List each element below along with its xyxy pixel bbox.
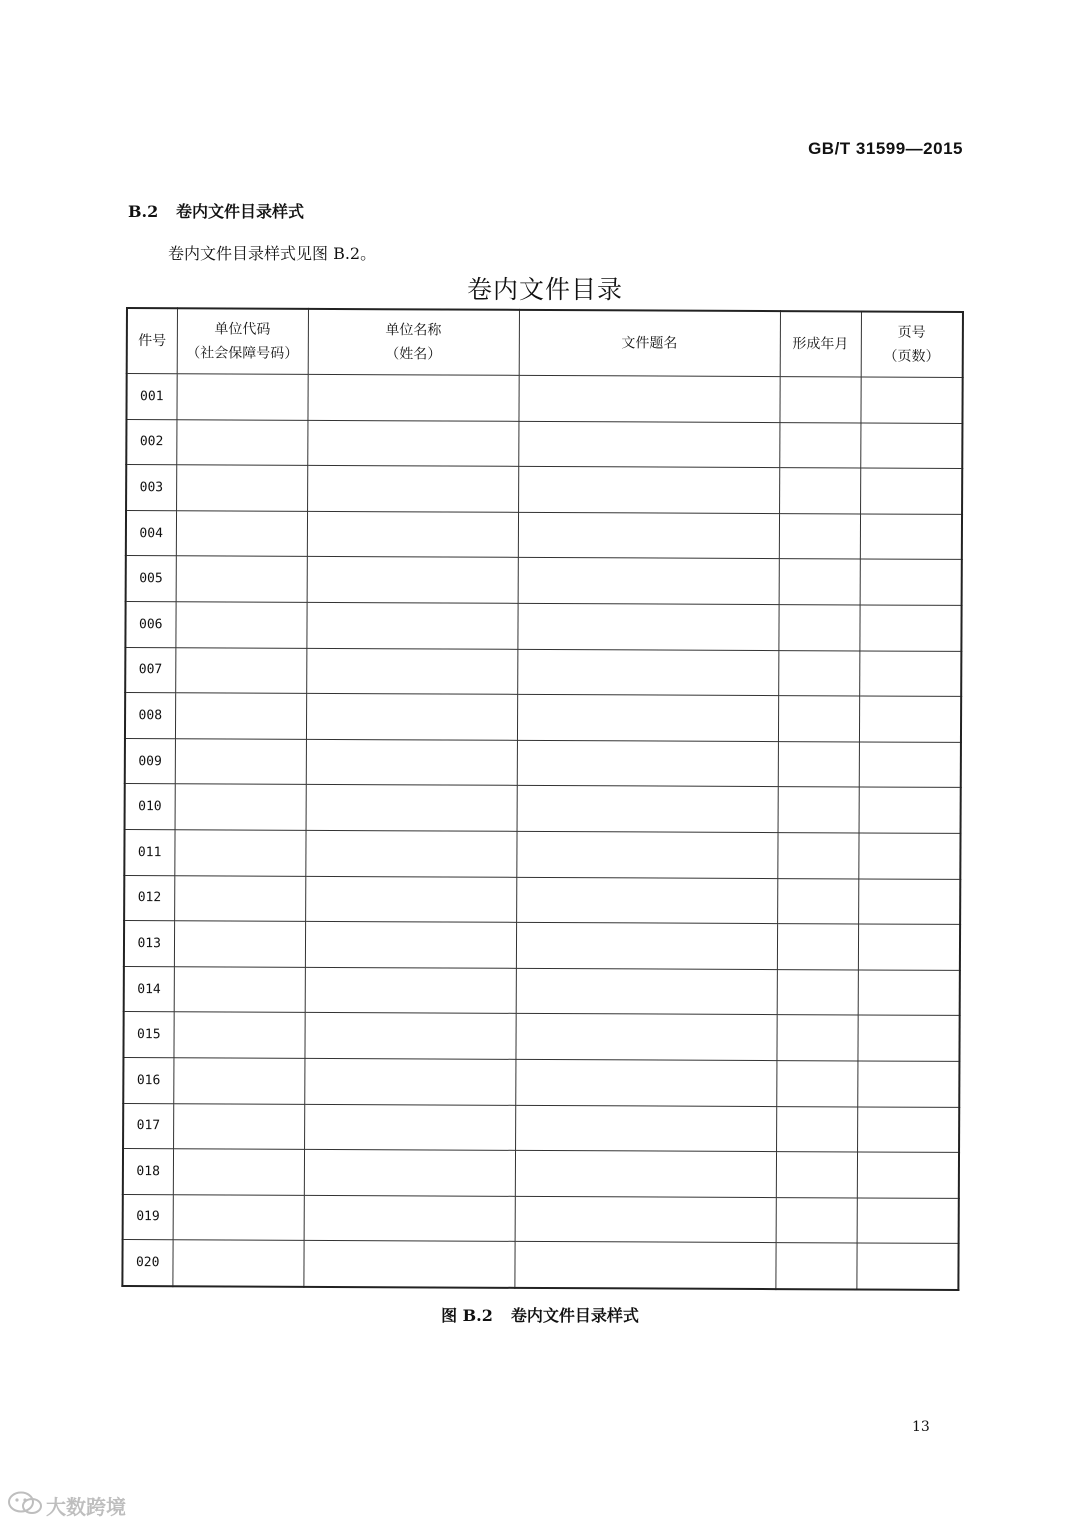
row-number: 014 [124, 966, 174, 1012]
figure-caption [0, 1303, 1080, 1326]
unit-name-cell[interactable] [306, 648, 517, 695]
date-cell[interactable] [779, 559, 860, 605]
row-number: 012 [124, 875, 174, 921]
row-number: 013 [124, 921, 174, 967]
document-title-cell[interactable] [516, 968, 777, 1015]
page-number-cell[interactable] [858, 878, 960, 924]
unit-code-cell[interactable] [176, 511, 307, 557]
catalog-body [122, 374, 962, 1290]
date-cell[interactable] [778, 741, 859, 787]
row-number: 005 [126, 556, 176, 602]
unit-code-cell[interactable] [175, 784, 306, 830]
row-number: 006 [125, 601, 175, 647]
header-sublabel: （姓名） [385, 346, 442, 363]
wechat-logo-icon [6, 1489, 46, 1522]
row-number: 019 [123, 1194, 173, 1240]
row-number: 008 [125, 693, 175, 739]
page-number-cell[interactable] [860, 423, 962, 469]
header-label: 页号 [897, 324, 926, 341]
caption-number: 图 B.2 [441, 1306, 493, 1325]
unit-name-cell[interactable] [305, 830, 516, 877]
table-row [126, 556, 962, 606]
row-number: 003 [126, 465, 176, 511]
page-number-cell[interactable] [860, 514, 962, 560]
header-page-number [861, 311, 963, 377]
table-row [125, 693, 961, 743]
unit-code-cell[interactable] [176, 556, 307, 602]
page-number-cell[interactable] [858, 833, 960, 879]
date-cell[interactable] [777, 969, 858, 1015]
document-title-cell[interactable] [517, 603, 778, 650]
date-cell[interactable] [776, 1015, 857, 1061]
page-number-cell[interactable] [860, 559, 962, 605]
table-row [125, 647, 961, 697]
header-label: 件号 [138, 333, 167, 350]
document-title-cell[interactable] [515, 1014, 776, 1061]
unit-name-cell[interactable] [304, 1013, 515, 1060]
table-row [123, 1012, 959, 1062]
row-number: 001 [126, 374, 176, 420]
watermark-text: 大数跨境 [46, 1495, 126, 1519]
row-number: 010 [125, 784, 175, 830]
unit-name-cell[interactable] [307, 466, 518, 513]
unit-name-cell[interactable] [306, 694, 517, 741]
watermark [6, 1489, 126, 1522]
date-cell[interactable] [776, 1197, 857, 1243]
page-number-cell[interactable] [860, 468, 962, 514]
row-number: 011 [124, 829, 174, 875]
page-number-cell[interactable] [859, 787, 961, 833]
header-sublabel: （页数） [883, 348, 940, 365]
document-title-cell[interactable] [518, 421, 779, 468]
unit-code-cell[interactable] [175, 738, 306, 784]
unit-name-cell[interactable] [307, 557, 518, 604]
unit-code-cell[interactable] [173, 1012, 304, 1058]
table-row [123, 1057, 959, 1107]
unit-name-cell[interactable] [304, 1195, 515, 1242]
catalog-table [121, 307, 964, 1291]
unit-code-cell[interactable] [173, 1103, 304, 1149]
table-row [124, 875, 960, 925]
date-cell[interactable] [777, 924, 858, 970]
page-number-cell[interactable] [857, 1198, 959, 1244]
date-cell[interactable] [779, 422, 860, 468]
table-row [122, 1240, 958, 1290]
unit-name-cell[interactable] [304, 1104, 515, 1151]
page-number-cell[interactable] [857, 1106, 959, 1152]
unit-code-cell[interactable] [176, 419, 307, 465]
row-number: 018 [123, 1149, 173, 1195]
unit-name-cell[interactable] [307, 374, 518, 421]
unit-name-cell[interactable] [305, 967, 516, 1014]
header-sublabel: （社会保障号码） [186, 345, 299, 362]
unit-name-cell[interactable] [306, 739, 517, 786]
page-number-cell[interactable] [857, 1015, 959, 1061]
unit-name-cell[interactable] [305, 921, 516, 968]
row-number: 015 [123, 1012, 173, 1058]
date-cell[interactable] [777, 878, 858, 924]
document-title-cell[interactable] [514, 1242, 775, 1289]
row-number: 016 [123, 1057, 173, 1103]
table-row [124, 921, 960, 971]
table-row [124, 829, 960, 879]
unit-name-cell[interactable] [304, 1149, 515, 1196]
header-unit-name [308, 309, 519, 375]
table-row [125, 738, 961, 788]
header-row [127, 308, 963, 377]
date-cell[interactable] [778, 650, 859, 696]
unit-code-cell[interactable] [174, 921, 305, 967]
unit-name-cell[interactable] [307, 420, 518, 467]
header-date [780, 311, 861, 377]
table-row [123, 1149, 959, 1199]
page-number-cell[interactable] [859, 605, 961, 651]
document-title-cell[interactable] [517, 786, 778, 833]
form-title: 卷内文件目录 [466, 275, 623, 304]
date-cell[interactable] [778, 787, 859, 833]
unit-name-cell[interactable] [306, 785, 517, 832]
unit-code-cell[interactable] [174, 875, 305, 921]
row-number: 007 [125, 647, 175, 693]
unit-code-cell[interactable] [173, 1194, 304, 1240]
page-number-cell[interactable] [858, 924, 960, 970]
document-title-cell[interactable] [515, 1196, 776, 1243]
unit-name-cell[interactable] [305, 876, 516, 923]
date-cell[interactable] [776, 1060, 857, 1106]
section-title: 卷内文件目录样式 [176, 202, 305, 221]
document-title-cell[interactable] [516, 831, 777, 878]
header-label: 单位代码 [214, 321, 271, 338]
date-cell[interactable] [778, 605, 859, 651]
unit-name-cell[interactable] [307, 511, 518, 558]
document-title-cell[interactable] [518, 512, 779, 559]
date-cell[interactable] [779, 513, 860, 559]
document-title-cell[interactable] [516, 922, 777, 969]
header-label: 单位名称 [385, 322, 442, 339]
header-document-title [519, 310, 780, 377]
document-title-cell[interactable] [518, 375, 779, 422]
table-row [123, 1103, 959, 1153]
page-number-cell[interactable] [859, 696, 961, 742]
header-unit-code [177, 308, 308, 374]
unit-code-cell[interactable] [176, 465, 307, 511]
page-number-cell[interactable] [857, 1152, 959, 1198]
header-label: 形成年月 [792, 336, 849, 353]
document-title-cell[interactable] [515, 1105, 776, 1152]
document-title-cell[interactable] [517, 740, 778, 787]
unit-code-cell[interactable] [173, 1058, 304, 1104]
date-cell[interactable] [779, 377, 860, 423]
table-row [125, 784, 961, 834]
header-item-number [127, 308, 177, 374]
intro-paragraph: 卷内文件目录样式见图 B.2。 [168, 244, 377, 263]
unit-code-cell[interactable] [174, 830, 305, 876]
document-title-cell[interactable] [515, 1150, 776, 1197]
unit-name-cell[interactable] [304, 1058, 515, 1105]
page-number-cell[interactable] [858, 970, 960, 1016]
unit-code-cell[interactable] [175, 647, 306, 693]
section-number: B.2 [128, 202, 159, 221]
row-number: 017 [123, 1103, 173, 1149]
table-row [126, 510, 962, 560]
date-cell[interactable] [779, 468, 860, 514]
table-row [124, 966, 960, 1016]
row-number: 004 [126, 510, 176, 556]
table-row [126, 465, 962, 515]
unit-name-cell[interactable] [303, 1241, 514, 1288]
document-title-cell[interactable] [517, 695, 778, 742]
page-number-cell[interactable] [857, 1061, 959, 1107]
unit-code-cell[interactable] [176, 374, 307, 420]
document-title-cell[interactable] [517, 649, 778, 696]
date-cell[interactable] [775, 1243, 856, 1289]
page-number-cell[interactable] [860, 377, 962, 423]
section-heading [128, 199, 304, 222]
row-number: 009 [125, 738, 175, 784]
row-number: 020 [122, 1240, 172, 1286]
header-label: 文件题名 [621, 335, 678, 352]
date-cell[interactable] [776, 1106, 857, 1152]
page-number-cell[interactable] [856, 1243, 958, 1290]
document-title-cell[interactable] [516, 877, 777, 924]
document-title-cell[interactable] [518, 467, 779, 514]
date-cell[interactable] [776, 1152, 857, 1198]
unit-name-cell[interactable] [306, 602, 517, 649]
document-title-cell[interactable] [518, 558, 779, 605]
standard-code: GB/T 31599—2015 [808, 139, 963, 158]
unit-code-cell[interactable] [175, 693, 306, 739]
row-number: 002 [126, 419, 176, 465]
page-number-cell[interactable] [859, 651, 961, 697]
unit-code-cell[interactable] [173, 1149, 304, 1195]
document-title-cell[interactable] [515, 1059, 776, 1106]
table-row [123, 1194, 959, 1244]
catalog-form [121, 307, 962, 1284]
table-row [125, 601, 961, 651]
page-number-cell[interactable] [859, 742, 961, 788]
unit-code-cell[interactable] [174, 966, 305, 1012]
unit-code-cell[interactable] [172, 1240, 303, 1287]
date-cell[interactable] [778, 696, 859, 742]
page-number: 13 [912, 1419, 930, 1435]
caption-title: 卷内文件目录样式 [510, 1306, 639, 1325]
table-row [126, 419, 962, 469]
table-row [126, 374, 962, 424]
unit-code-cell[interactable] [175, 602, 306, 648]
date-cell[interactable] [777, 833, 858, 879]
